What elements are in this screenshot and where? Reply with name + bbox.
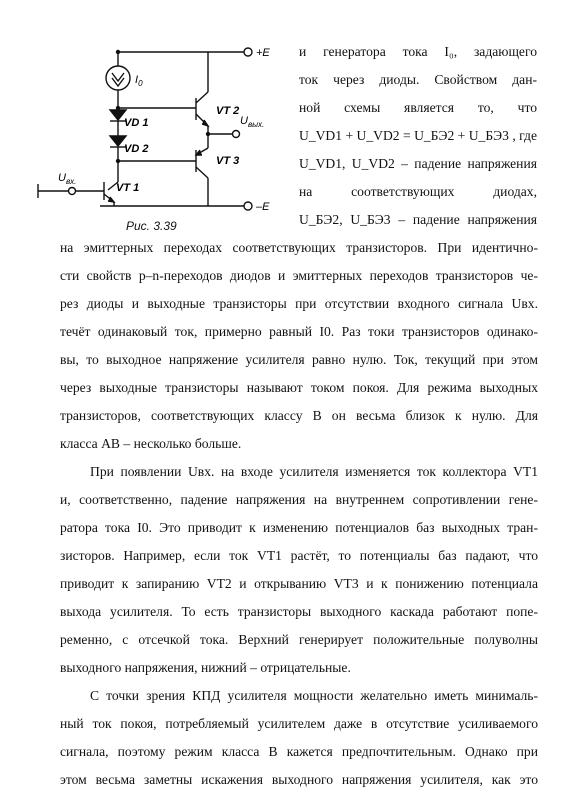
body-line: выходного напряжения, нижний – отрицательные. xyxy=(60,660,351,675)
label-vd2: VD 2 xyxy=(124,143,149,155)
side-line: ной схемы является то, что xyxy=(299,100,537,115)
body-line: и, соответственно, падение напряжения на внутреннем сопротивлении гене- xyxy=(60,492,538,507)
circuit-figure xyxy=(28,36,290,236)
body-line: рез диоды и выходные транзисторы при отсутствии входного сигнала Uвх. xyxy=(60,296,538,311)
body-line: ратора тока I0. Это приводит к изменению потенциалов баз выходных тран- xyxy=(60,520,538,535)
body-line: течёт одинаковый ток, примерно равный I0. Раз токи транзисторов одинако- xyxy=(60,324,538,339)
body-line: на эмиттерных переходах соответствующих транзисторов. При идентично- xyxy=(60,240,538,255)
label-u-in: $U_{вх.}$ xyxy=(58,172,77,186)
side-line: ток через диоды. Свойством дан- xyxy=(299,72,537,87)
paragraph-start: С точки зрения КПД усилителя мощности желательно иметь минималь- xyxy=(90,688,538,703)
label-i0: $I_0$ xyxy=(135,74,143,88)
paragraph-start: При появлении Uвх. на входе усилителя изменяется ток коллектора VT1 xyxy=(90,464,538,479)
body-line: приводит к запиранию VT2 и открыванию VT3 и к понижению потенциала xyxy=(60,576,538,591)
body-line: транзисторов, соответствующих классу B он весьма близок к нулю. Для xyxy=(60,408,538,423)
body-text xyxy=(60,234,538,794)
body-line: сигнала, поэтому режим класса B кажется предпочтительным. Однако при xyxy=(60,744,538,759)
figure-caption: Рис. 3.39 xyxy=(126,219,177,233)
label-u-out: $U_{вых.}$ xyxy=(240,115,265,129)
side-line: U_VD1, U_VD2 – падение напряжения xyxy=(299,156,537,171)
body-line: класса AB – несколько больше. xyxy=(60,436,242,451)
body-line: выхода усилителя. То есть транзисторы выходного каскада работают попе- xyxy=(60,604,538,619)
side-line: U_VD1 + U_VD2 = U_БЭ2 + U_БЭ3 , где xyxy=(299,128,537,143)
label-vt1: VT 1 xyxy=(116,182,140,194)
body-line: ременно, с отсечкой тока. Верхний генерирует положительные полуволны xyxy=(60,632,538,647)
side-text xyxy=(299,38,537,234)
body-line: через выходные транзисторы называют током покоя. Для режима выходных xyxy=(60,380,538,395)
body-line: этом весьма заметны искажения выходного напряжения усилителя, как это xyxy=(60,772,538,787)
body-line: зисторов. Например, если ток VT1 растёт, то потенциалы баз падают, что xyxy=(60,548,538,563)
label-vt2: VT 2 xyxy=(216,105,240,117)
body-line: ный ток покоя, потребляемый усилителем даже в отсутствие усиливаемого xyxy=(60,716,538,731)
label-vd1: VD 1 xyxy=(124,117,149,129)
side-line: и генератора тока I₀, задающего xyxy=(299,44,537,59)
circuit-diagram xyxy=(28,36,290,236)
side-line: U_БЭ2, U_БЭ3 – падение напряжения xyxy=(299,212,537,227)
label-vt3: VT 3 xyxy=(216,155,240,167)
label-plus-e: +E xyxy=(256,47,270,59)
side-line: на соответствующих диодах, xyxy=(299,184,537,199)
body-line: вы, то выходное напряжение усилителя равно нулю. Ток, текущий при этом xyxy=(60,352,538,367)
body-line: сти свойств p–n-переходов диодов и эмиттерных переходов транзисторов че- xyxy=(60,268,538,283)
label-minus-e: –E xyxy=(256,201,270,213)
